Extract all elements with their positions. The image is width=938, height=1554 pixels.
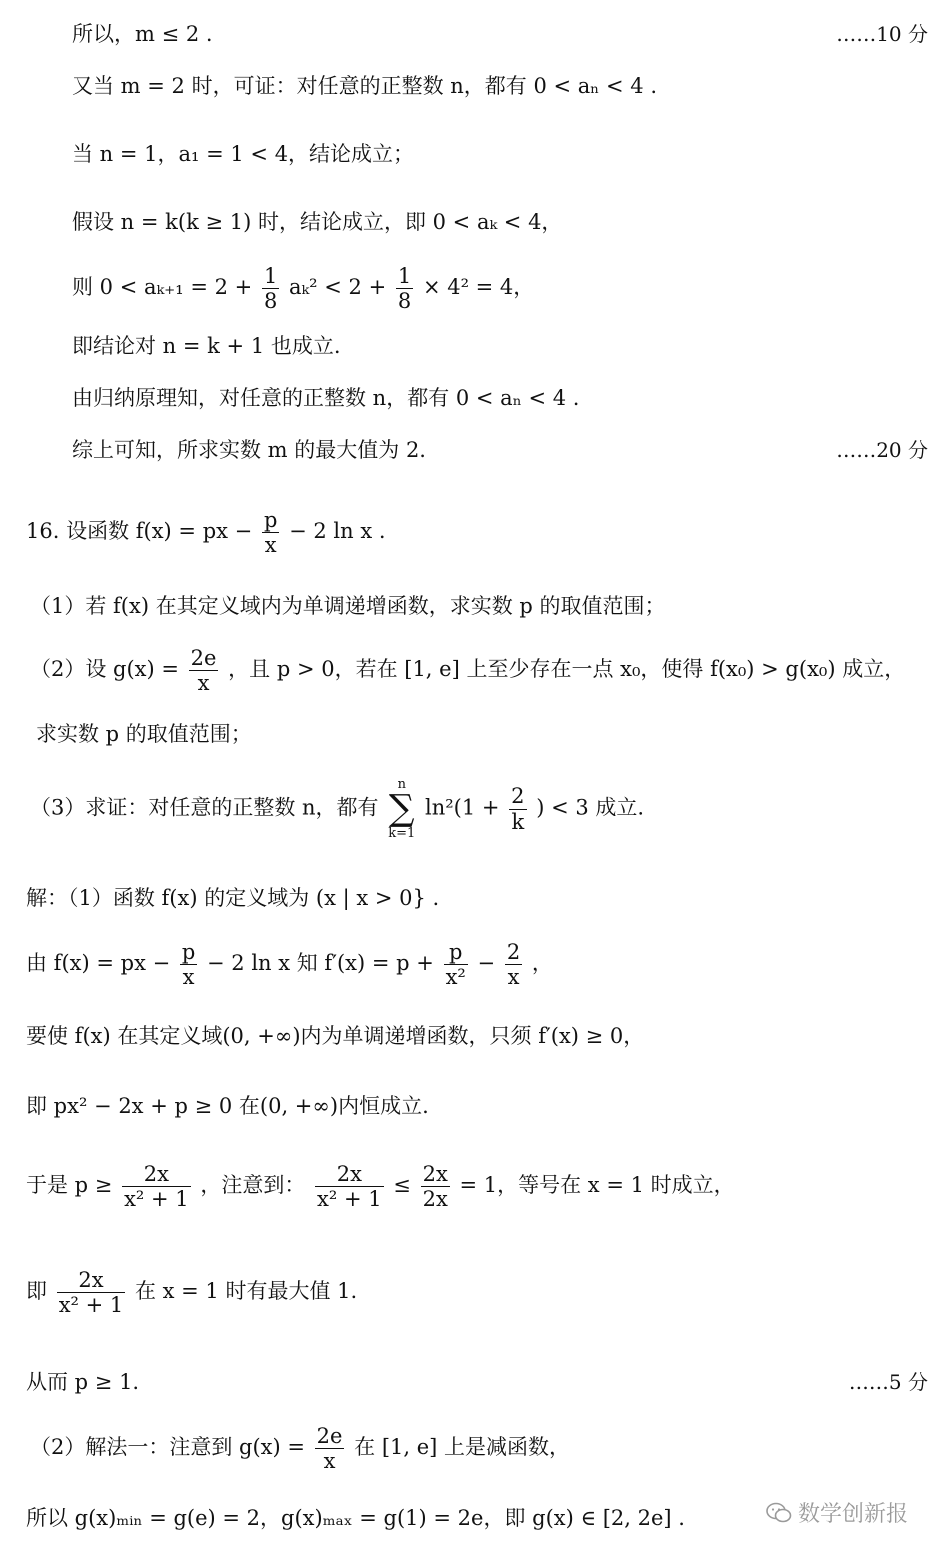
line-m-eq-2: 又当 m = 2 时，可证：对任意的正整数 n，都有 0 < aₙ < 4 .	[72, 74, 658, 98]
line-m-le-2: 所以，m ≤ 2 .	[72, 22, 213, 46]
step-text-c: × 4² = 4，	[422, 275, 535, 300]
summation-sign: n ∑ k=1	[388, 777, 416, 841]
question-3: （3）求证：对任意的正整数 n，都有 n ∑ k=1 ln²(1 + $\frac{2}{k}$ ) < 3 成立.	[30, 777, 645, 841]
watermark-text: 数学创新报	[797, 1502, 908, 1527]
question-2: （2）设 g(x) = $\frac{2e}{x}$ ，且 p > 0，若在 [1, e] 上至少存在一点 x₀，使得 f(x₀) > g(x₀) 成立，	[30, 646, 906, 696]
fraction-2x-over-x2p1: $\frac{2x}{\text{x² + 1}}$	[58, 1268, 124, 1318]
line-induction-step	[72, 264, 534, 313]
score-20: ……20 分	[836, 438, 928, 462]
question-1: （1）若 f(x) 在其定义域内为单调递增函数，求实数 p 的取值范围；	[30, 594, 666, 618]
fraction-2e-over-x: $\frac{2e}{x}$	[316, 1424, 343, 1474]
fraction-2x-over-x2p1: $\frac{2x}{\text{x² + 1}}$	[124, 1162, 189, 1212]
fraction-one-eighth: $\frac{1}{8}$	[263, 264, 278, 314]
solution-monotonic: 要使 f(x) 在其定义域(0, +∞)内为单调递增函数，只须 f′(x) ≥ 0，	[26, 1024, 645, 1048]
problem-16-statement: 16. 设函数 f(x) = px − $\frac{p}{x}$ − 2 ln x .	[26, 508, 386, 558]
fraction-2x-over-x2p1: $\frac{2x}{\text{x² + 1}}$	[317, 1162, 382, 1212]
line-base-case: 当 n = 1，a₁ = 1 < 4，结论成立；	[72, 142, 415, 166]
watermark	[766, 1497, 908, 1528]
fraction-2-over-x: $\frac{2}{x}$	[506, 940, 521, 990]
solution-bound: 于是 p ≥ $\frac{2x}{\text{x² + 1}}$ ，注意到： $\frac{2x}{\text{x² + 1}}$ ≤ $\frac{2x}{2x}$ = 1，等号在 x = 1 时成立，	[26, 1162, 735, 1212]
score-5: ……5 分	[848, 1370, 928, 1394]
step-text-b: aₖ² < 2 +	[289, 275, 387, 300]
wechat-icon	[766, 1502, 792, 1524]
fraction-2x-over-2x: $\frac{2x}{2x}$	[422, 1162, 448, 1212]
line-max-m: 综上可知，所求实数 m 的最大值为 2.	[72, 438, 426, 462]
solution-max: 即 $\frac{2x}{\text{x² + 1}}$ 在 x = 1 时有最大值 1.	[26, 1268, 358, 1318]
fraction-2-over-k: $\frac{2}{k}$	[511, 784, 525, 834]
line-induction-conclusion: 由归纳原理知，对任意的正整数 n，都有 0 < aₙ < 4 .	[72, 386, 580, 410]
solution-inequality: 即 px² − 2x + p ≥ 0 在(0, +∞)内恒成立.	[26, 1094, 429, 1118]
solution-result: 从而 p ≥ 1.	[26, 1370, 140, 1394]
fraction-p-over-x2: $\frac{p}{\text{x²}}$	[445, 940, 466, 990]
method-two-intro: （2）解法一：注意到 g(x) = $\frac{2e}{x}$ 在 [1, e] 上是减函数，	[30, 1424, 571, 1474]
line-induction-hypothesis: 假设 n = k(k ≥ 1) 时，结论成立，即 0 < aₖ < 4，	[72, 210, 563, 234]
g-range-line: 所以 g(x)ₘᵢₙ = g(e) = 2，g(x)ₘₐₓ = g(1) = 2e，即 g(x) ∈ [2, 2e] .	[26, 1506, 685, 1530]
fraction-p-over-x: $\frac{p}{x}$	[263, 508, 278, 558]
solution-domain: 解：（1）函数 f(x) 的定义域为 (x | x > 0} .	[26, 886, 440, 910]
line-k-plus-1: 即结论对 n = k + 1 也成立.	[72, 334, 341, 358]
fraction-2e-over-x: $\frac{2e}{x}$	[190, 646, 217, 696]
question-2-cont: 求实数 p 的取值范围；	[36, 722, 252, 746]
score-10: ……10 分	[836, 22, 928, 46]
step-text-a: 则 0 < aₖ₊₁ = 2 +	[72, 275, 253, 300]
fraction-p-over-x: $\frac{p}{x}$	[181, 940, 196, 990]
fraction-one-eighth: $\frac{1}{8}$	[397, 264, 412, 314]
solution-derivative: 由 f(x) = px − $\frac{p}{x}$ − 2 ln x 知 f′(x) = p + $\frac{p}{\text{x²}}$ − $\frac{2}{x}$ ，	[26, 940, 553, 990]
